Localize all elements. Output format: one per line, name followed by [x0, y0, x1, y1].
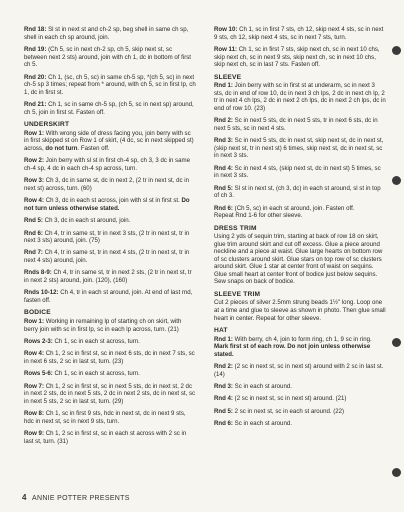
- instruction-hat-rnd-3: Rnd 3: Sc in each st around.: [214, 383, 292, 391]
- instruction-rnd-19: Rnd 19: (Ch 5, sc in next ch-2 sp, ch 5, skip next st, sc between next 2 sts) around, join with ch 1, dc in bottom of first ch 5.: [24, 45, 191, 69]
- instruction-bodice-row-8: Row 8: Ch 1, sc in first 9 sts, hdc in next st, dc in next 9 sts, hdc in next st, sc in next 9 sts, turn.: [24, 410, 186, 425]
- binder-hole-icon: [392, 46, 401, 55]
- instruction-underskirt-row-2: Row 2: Join berry with sl st in first ch-4 sp, ch 3, 3 dc in same ch-4 sp, 4 dc in each ch-4 sp across, turn.: [24, 157, 190, 172]
- instruction-underskirt-rnd-6: Rnd 6: Ch 4, tr in same st, tr in next 3 sts, (2 tr in next st, tr in next 3 sts) around, join. (75): [24, 229, 190, 245]
- section-heading-dress-trim: DRESS TRIM: [214, 224, 257, 232]
- instruction-bodice-rows-5-6: Rows 5-6: Ch 1, sc in each st across, turn.: [24, 370, 140, 378]
- instruction-sleeve-rnd-2: Rnd 2: Sc in next 5 sts, dc in next 5 sts, tr in next 6 sts, dc in next 5 sts, sc in next 4 sts.: [214, 117, 378, 132]
- instruction-bodice-rows-2-3: Rows 2-3: Ch 1, sc in each st across, turn.: [24, 337, 140, 345]
- instruction-bodice-row-9: Row 9: Ch 1, 2 sc in first st, sc in each st across with 2 sc in last st, turn. (31): [24, 430, 187, 445]
- instruction-bodice-row-10: Row 10: Ch 1, sc in first 7 sts, ch 12, skip next 4 sts, sc in next 9 sts, ch 12, skip next 4 sts, sc in next 7 sts, turn.: [214, 26, 384, 41]
- instruction-underskirt-rnds-8-9: Rnds 8-9: Ch 4, tr in same st, tr in next 2 sts, (2 tr in next st, tr in next 2 sts) around, join. (120), (160): [24, 269, 192, 285]
- instruction-underskirt-row-4: Row 4: Ch 3, dc in each st across, join with sl st in first st. Do not turn unless otherwise stated.: [24, 197, 190, 212]
- section-heading-bodice: BODICE: [24, 309, 51, 317]
- instruction-rnd-20: Rnd 20: Ch 1, (sc, ch 5, sc) in same ch-5 sp, *(ch 5, sc) in next ch-5 sp 3 times; repeat from * around, with ch 5, sc in first lp, ch 1, dc in first st.: [24, 73, 196, 96]
- dress-trim-text: Using 2 yds of sequin trim, starting at back of row 18 on skirt, glue trim around skirt and cut off excess. Glue a piece around neckline and a piece at waist. Glue large hearts on bottom row of sc clusters around skirt. Glue stars on top row of sc clusters around skirt. Glue 1 star at center front of waist on sequins. Glue small heart at center front of bodice just below sequins. Sew snaps on back of bodice.: [214, 233, 383, 286]
- publisher-name: ANNIE POTTER PRESENTS: [32, 495, 130, 502]
- instruction-underskirt-rnds-10-12: Rnds 10-12: Ch 4, tr in each st around, join. At end of last rnd, fasten off.: [24, 289, 193, 304]
- instruction-bodice-row-11: Row 11: Ch 1, sc in first 7 sts, skip next ch, sc in next 10 chs, skip next ch, sc in next 9 sts, skip next ch, sc in next 10 chs, skip next ch, sc in last 7 sts. Fasten off.: [214, 45, 380, 69]
- section-heading-sleeve-trim: SLEEVE TRIM: [214, 290, 261, 298]
- instruction-hat-rnd-1: Rnd 1: With berry, ch 4, join to form ring, ch 1, 9 sc in ring. Mark first st of each row. Do not join unless otherwise stated.: [214, 335, 372, 358]
- instruction-underskirt-row-3: Row 3: Ch 3, dc in same st, dc in next 2, (2 tr in next st, dc in next st) across, turn. (60): [24, 177, 189, 192]
- left-column: [24, 26, 196, 450]
- instruction-hat-rnd-2: Rnd 2: (2 sc in next st, sc in next st) around with 2 sc in last st. (14): [214, 363, 384, 378]
- instruction-bodice-row-1: Row 1: Working in remaining lp of starting ch on skirt, with berry join with sc in first lp, sc in each lp across, turn. (21): [24, 317, 182, 333]
- instruction-underskirt-rnd-5: Rnd 5: Ch 3, dc in each st around, join.: [24, 217, 131, 225]
- instruction-underskirt-row-1: Row 1: With wrong side of dress facing you, join berry with sc in first skipped st on Row 1 of skirt, (4 dc, sc in next skipped st) across, do not turn. Fasten off.: [24, 129, 194, 152]
- section-heading-sleeve: SLEEVE: [214, 73, 242, 81]
- binder-hole-icon: [392, 176, 401, 185]
- instruction-hat-rnd-5: Rnd 5: 2 sc in next st, sc in each st around. (22): [214, 407, 345, 415]
- instruction-sleeve-rnd-4: Rnd 4: Sc in next 4 sts, (skip next st, dc in next st) 5 times, sc in next 3 sts.: [214, 164, 381, 180]
- sleeve-trim-text: Cut 2 pieces of silver 2.5mm strung beads 1½" long. Loop one at a time and glue to sleeve as shown in photo. Then glue small heart in center. Repeat for other sleeve.: [214, 299, 386, 322]
- instruction-bodice-row-7: Row 7: Ch 1, 2 sc in first st, sc in next 5 sts, dc in next st, 2 dc in next 2 sts, dc in next 5 sts, 2 dc in next 2 sts, dc in next st, sc in next 5 sts, 2 sc in last st, turn. (29): [24, 382, 196, 405]
- instruction-sleeve-rnd-3: Rnd 3: Sc in next 5 sts, dc in next st, skip next st, dc in next st, (skip next st, tr in next st) 6 times, skip next st, dc in next st, sc in next 3 sts.: [214, 137, 384, 160]
- instruction-hat-rnd-4: Rnd 4: (2 sc in next st, sc in next st) around. (21): [214, 395, 347, 403]
- instruction-sleeve-rnd-1: Rnd 1: Join berry with sc in first st at underarm, sc in next 3 sts, dc in end of row 10, dc in next 3 ch lps, 2 dc in next ch lp, 2 tr in next 4 ch lps, 2 dc in next 2 ch lps, dc in next 2 ch lps, dc in end of row 10. (23): [214, 82, 386, 112]
- binder-holes: [391, 0, 401, 512]
- instruction-hat-rnd-6: Rnd 6: Sc in each st around.: [214, 420, 292, 428]
- instruction-rnd-18: Rnd 18: Sl st in next st and ch-2 sp, beg shell in same ch sp, shell in each ch sp around, join.: [24, 26, 189, 41]
- binder-hole-icon: [392, 468, 401, 477]
- instruction-sleeve-rnd-5: Rnd 5: Sl st in next st, (ch 3, dc) in each st around, sl st in top of ch 3.: [214, 184, 381, 200]
- instruction-underskirt-rnd-7: Rnd 7: Ch 4, tr in same st, tr in next 4 sts, (2 tr in next st, tr in next 4 sts) around, join.: [24, 249, 190, 265]
- section-heading-hat: HAT: [214, 326, 228, 334]
- section-heading-underskirt: UNDERSKIRT: [24, 121, 70, 129]
- page-number: 4: [22, 493, 27, 502]
- right-column: [214, 26, 386, 433]
- instruction-rnd-21: Rnd 21: Ch 1, sc in same ch-5 sp, (ch 5, sc in next sp) around, ch 5, join in first st. Fasten off.: [24, 101, 194, 116]
- instruction-sleeve-rnd-6: Rnd 6: (Ch 5, sc) in each st around, join. Fasten off. Repeat Rnd 1-6 for other sleeve.: [214, 204, 355, 220]
- page-footer: [22, 493, 130, 502]
- instruction-bodice-row-4: Row 4: Ch 1, 2 sc in first st, sc in next 6 sts, dc in next 7 sts, sc in next 6 sts, 2 sc in last st, turn. (23): [24, 350, 195, 365]
- binder-hole-icon: [392, 338, 401, 347]
